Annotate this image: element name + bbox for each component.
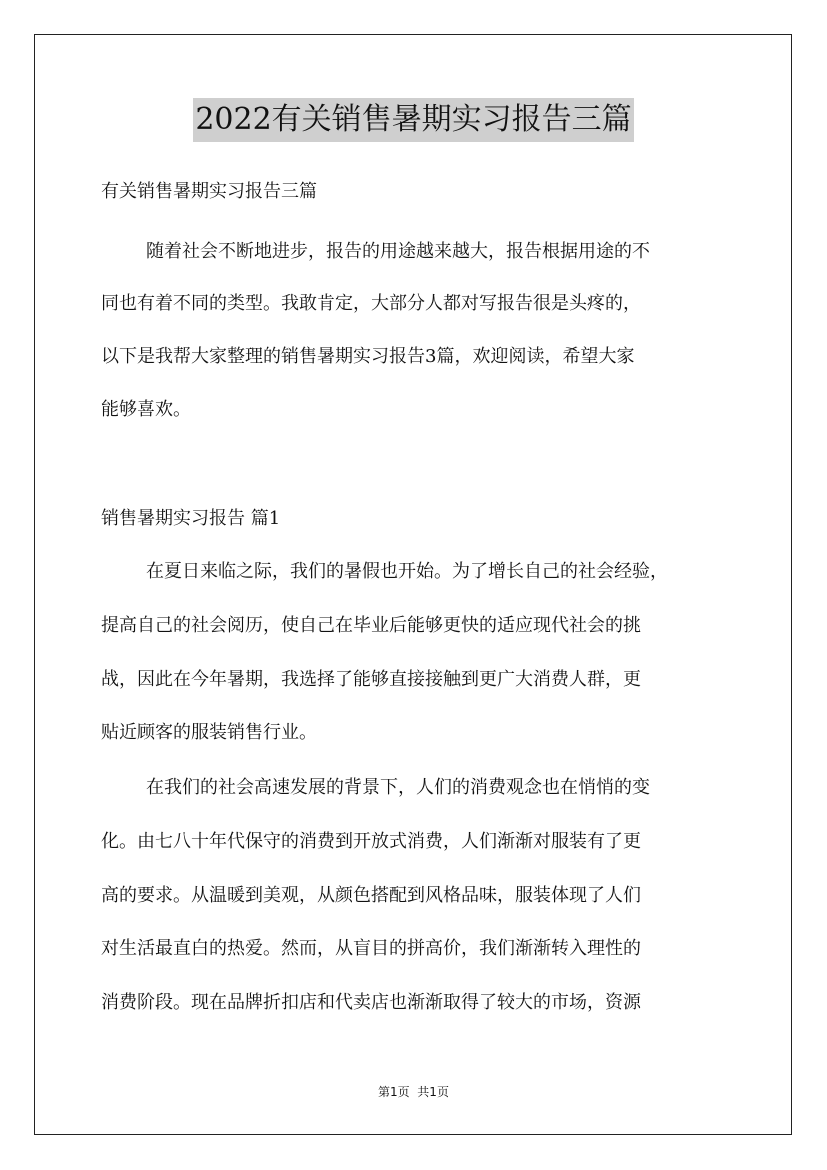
page-number-footer: 第1页 共1页 — [378, 1085, 449, 1099]
section-heading: 销售暑期实习报告 篇1 — [101, 508, 281, 529]
paragraph-line: 提高自己的社会阅历，使自己在毕业后能够更快的适应现代社会的挑 — [101, 615, 641, 636]
paragraph-line: 对生活最直白的热爱。然而，从盲目的拼高价，我们渐渐转入理性的 — [101, 938, 641, 959]
paragraph-line: 高的要求。从温暖到美观，从颜色搭配到风格品味，服装体现了人们 — [101, 885, 641, 906]
paragraph-line: 消费阶段。现在品牌折扣店和代卖店也渐渐取得了较大的市场，资源 — [101, 992, 641, 1013]
paragraph-line: 在夏日来临之际，我们的暑假也开始。为了增长自己的社会经验， — [146, 561, 668, 582]
intro-line: 能够喜欢。 — [101, 399, 191, 420]
paragraph-line: 化。由七八十年代保守的消费到开放式消费，人们渐渐对服装有了更 — [101, 831, 641, 852]
intro-line: 以下是我帮大家整理的销售暑期实习报告3篇，欢迎阅读，希望大家 — [101, 346, 635, 367]
document-subtitle: 有关销售暑期实习报告三篇 — [101, 181, 317, 202]
paragraph-line: 战，因此在今年暑期，我选择了能够直接接触到更广大消费人群，更 — [101, 669, 641, 690]
intro-line: 随着社会不断地进步，报告的用途越来越大，报告根据用途的不 — [146, 241, 650, 262]
intro-line: 同也有着不同的类型。我敢肯定，大部分人都对写报告很是头疼的， — [101, 293, 641, 314]
title-container — [0, 98, 827, 142]
paragraph-line: 贴近顾客的服装销售行业。 — [101, 722, 317, 743]
document-title: 2022有关销售暑期实习报告三篇 — [193, 98, 633, 142]
paragraph-line: 在我们的社会高速发展的背景下，人们的消费观念也在悄悄的变 — [146, 777, 650, 798]
